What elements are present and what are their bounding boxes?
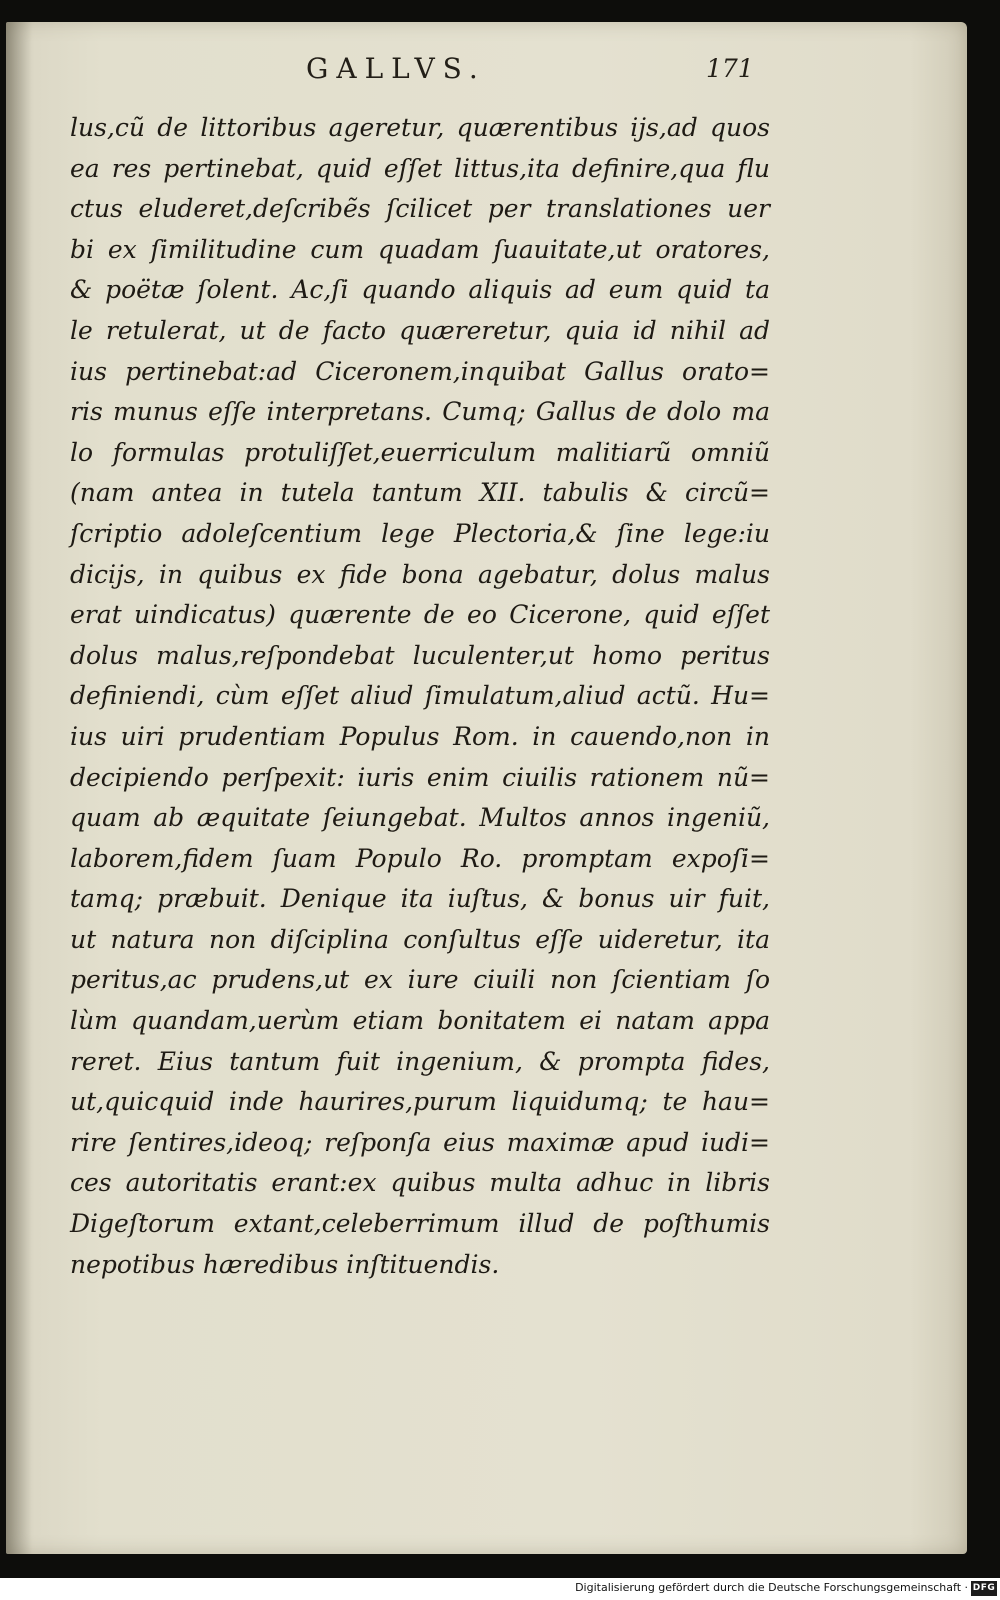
text-line: lo formulas protuliſſet,euerriculum malitiarũ omniũ: [70, 437, 770, 467]
text-line: ut natura non diſciplina conſultus eſſe uideretur, ita: [70, 924, 770, 954]
text-line: dicijs, in quibus ex fide bona agebatur, dolus malus: [70, 559, 770, 589]
body-text: [70, 108, 770, 1285]
text-line-final: nepotibus hæredibus inſtituendis.: [70, 1249, 500, 1279]
text-line: lus,cũ de littoribus ageretur, quærentibus ijs,ad quos: [70, 113, 770, 142]
text-line: ea res pertinebat, quid eſſet littus,ita definire,qua flu: [70, 153, 770, 183]
text-line: reret. Eius tantum fuit ingenium, & prompta fides,: [70, 1046, 770, 1076]
text-line: decipiendo perſpexit: iuris enim ciuilis rationem nũ=: [70, 762, 770, 792]
digitization-footer: [0, 1578, 1000, 1600]
running-head-title: GALLVS.: [306, 52, 486, 85]
text-line: ces autoritatis erant:ex quibus multa adhuc in libris: [70, 1168, 770, 1198]
text-line: peritus,ac prudens,ut ex iure ciuili non ſcientiam ſo: [70, 965, 770, 995]
text-line: ius uiri prudentiam Populus Rom. in cauendo,non in: [70, 721, 770, 751]
page-number: 171: [706, 54, 754, 83]
text-line: laborem,fidem ſuam Populo Ro. promptam expoſi=: [70, 843, 770, 873]
text-line: ut,quicquid inde haurires,purum liquidumq; te hau=: [70, 1087, 770, 1117]
text-line: (nam antea in tutela tantum XII. tabulis & circũ=: [70, 478, 770, 508]
text-line: ris munus eſſe interpretans. Cumq; Gallus de dolo ma: [70, 397, 770, 427]
text-line: & poëtæ ſolent. Ac,ſi quando aliquis ad eum quid ta: [70, 275, 770, 305]
text-line: erat uindicatus) quærente de eo Cicerone, quid eſſet: [70, 600, 770, 630]
book-page: [6, 22, 967, 1554]
text-line: le retulerat, ut de facto quæreretur, quia id nihil ad: [70, 315, 770, 345]
dfg-logo-icon: DFG: [971, 1581, 997, 1596]
text-line: quam ab æquitate ſeiungebat. Multos annos ingeniũ,: [70, 803, 770, 833]
text-line: ius pertinebat:ad Ciceronem,inquibat Gallus orato=: [70, 356, 770, 386]
text-line: ſcriptio adoleſcentium lege Plectoria,& ſine lege:iu: [70, 518, 770, 548]
text-line: ctus eluderet,deſcribẽs ſcilicet per translationes uer: [70, 194, 770, 224]
text-line: rire ſentires,ideoq; reſponſa eius maximæ apud iudi=: [70, 1127, 770, 1157]
text-line: lùm quandam,uerùm etiam bonitatem ei natam appa: [70, 1006, 770, 1036]
text-line: Digeſtorum extant,celeberrimum illud de poſthumis: [70, 1209, 770, 1239]
spine-shadow: [6, 22, 32, 1554]
text-line: tamq; præbuit. Denique ita iuſtus, & bonus uir fuit,: [70, 884, 770, 914]
funding-credit: Digitalisierung gefördert durch die Deutsche Forschungsgemeinschaft ·: [575, 1581, 968, 1594]
text-line: definiendi, cùm eſſet aliud ſimulatum,aliud actũ. Hu=: [70, 681, 770, 711]
running-head: [6, 52, 967, 92]
text-line: dolus malus,reſpondebat luculenter,ut homo peritus: [70, 640, 770, 670]
text-line: bi ex ſimilitudine cum quadam ſuauitate,ut oratores,: [70, 234, 770, 264]
